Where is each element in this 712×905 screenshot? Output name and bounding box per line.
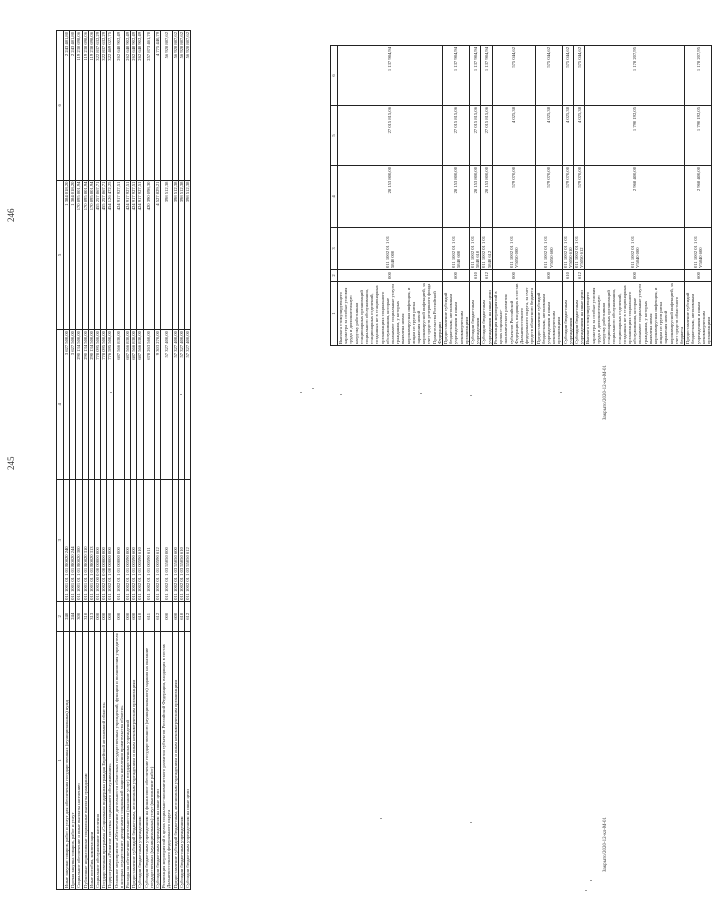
row-approved-amount: 28 153 800,00 (443, 166, 470, 228)
row-classification-code: 011 1002 01 1 01 5840 000 (338, 228, 443, 270)
row-group-code: 610 (178, 601, 184, 631)
row-executed-amount: 1 790 192,05 (585, 106, 685, 166)
header-col-5: 5 (331, 106, 338, 166)
row-executed-amount: 4 025,38 (492, 106, 535, 166)
row-classification-code: 011 1002 01 1 01 V5050 600 (535, 228, 562, 270)
row-executed-amount: 455 257 867,71 (95, 180, 101, 330)
row-approved-amount: 28 153 800,00 (470, 166, 481, 228)
row-remaining-amount: 2 243 481,80 (64, 31, 70, 181)
header-col-1: 1 (57, 631, 64, 889)
table-row (481, 46, 492, 346)
table-row (535, 46, 562, 346)
table-row (443, 46, 470, 346)
row-name: Иные пособия, компенсации (88, 631, 94, 889)
header-col-4: 4 (57, 330, 64, 480)
row-classification-code: 011 1002 01 1 01 00000 000 (113, 479, 124, 601)
row-name: Выплата стимулирующего характера за особые условия труда и дополнительную нагрузку работникам стационарных организаций социального обслуживания, стационарных отделений, созданных не в стационарных организациях социального обслуживания, которые оказывают социальные услуги гражданам, у которых выявлена новая коронавирусная инфекция, и лицам из групп риска заражения новой коронавирусной инфекцией, за счет средств резервного фонда Правительства Российской Федерации (338, 283, 442, 344)
row-remaining-amount: 119 238 698,06 (82, 31, 88, 181)
row-group-code: 000 (113, 601, 124, 631)
row-approved-amount: 28 153 800,00 (338, 166, 443, 228)
budget-table-page-245 (56, 10, 306, 890)
row-group-code: 612 (573, 270, 584, 282)
row-executed-amount: 420 390 098,30 (143, 180, 154, 330)
row-group-code: 244 (70, 601, 76, 631)
row-executed-amount: 170 895 801,94 (88, 180, 94, 330)
row-group-code: 000 (95, 601, 101, 631)
row-approved-amount: 57 327 400,00 (178, 330, 184, 480)
row-group-code: 240 (64, 601, 70, 631)
row-executed-amount: 424 917 927,51 (113, 180, 124, 330)
row-approved-amount: 687 566 830,00 (113, 330, 124, 480)
row-remaining-amount: 322 837 632,29 (101, 31, 107, 181)
row-approved-amount: 57 327 400,00 (185, 330, 191, 480)
footer-note-245: Закрыто/2020-12-кл-М-01 (603, 816, 608, 872)
header-col-1: 1 (331, 282, 338, 346)
row-remaining-amount: 56 928 887,62 (178, 31, 184, 181)
row-executed-amount: 398 512,38 (172, 180, 178, 330)
row-name: Расходы на обеспечение деятельности (оказание услуг) государственных учреждений (125, 631, 131, 889)
row-executed-amount: 27 015 815,06 (338, 106, 443, 166)
row-group-code: 000 (338, 270, 443, 282)
table-row (573, 46, 584, 346)
row-name: Предоставление субсидий бюджетным, автономным учреждениям и иным некоммерческим организациям (172, 631, 178, 889)
row-group-code: 612 (185, 601, 191, 631)
row-classification-code: 011 1001 01 1 01 R0820 300 (76, 479, 82, 601)
row-executed-amount: 1 790 192,05 (685, 106, 712, 166)
row-classification-code: 011 1002 01 1 01 5840 610 (470, 228, 481, 270)
table-row (685, 46, 712, 346)
row-name: Выплата стимулирующего характера за особые условия труда и дополнительную нагрузку работникам стационарных организаций социального обслуживания, стационарных отделений, созданных не в стационарных организациях социального обслуживания, которые оказывают социальные услуги гражданам, у которых выявлена новая коронавирусная инфекция, и лицам из групп риска заражения новой коронавирусной инфекцией, за счет средств областного бюджета (585, 283, 684, 344)
header-col-6: 6 (331, 46, 338, 106)
row-group-code: 600 (443, 270, 470, 282)
row-executed-amount: 27 015 815,06 (443, 106, 470, 166)
row-remaining-amount: 2 243 481,80 (70, 31, 76, 181)
row-remaining-amount: 257 873 461,70 (143, 31, 154, 181)
row-group-code: 300 (76, 601, 82, 631)
row-approved-amount: 687 566 830,00 (131, 330, 137, 480)
row-approved-amount: 3 627 500,00 (64, 330, 70, 480)
row-classification-code: 011 1002 01 1 01 5840 612 (481, 228, 492, 270)
row-group-code: 000 (492, 270, 535, 282)
row-classification-code: 011 1001 01 1 01 R0820 244 (70, 479, 76, 601)
row-approved-amount: 290 134 500,00 (76, 330, 82, 480)
row-executed-amount: 398 512,38 (178, 180, 184, 330)
row-executed-amount: 4 025,38 (573, 106, 584, 166)
row-classification-code: 011 1002 01 1 01 V5840 600 (685, 228, 712, 270)
row-remaining-amount: 119 238 698,06 (88, 31, 94, 181)
row-classification-code: 011 1002 01 1 01 00590 610 (137, 479, 143, 601)
row-group-code: 600 (172, 601, 178, 631)
row-approved-amount: 2 968 400,00 (685, 166, 712, 228)
row-classification-code: 011 1002 01 1 01 5840 600 (443, 228, 470, 270)
table-row (492, 46, 535, 346)
row-executed-amount: 27 015 815,06 (470, 106, 481, 166)
row-classification-code: 011 1002 01 1 01 V5840 000 (585, 228, 685, 270)
row-group-code: 600 (685, 270, 712, 282)
row-name: Публичные нормативные социальные выплаты гражданам (82, 631, 88, 889)
row-name: Реализация мероприятий в целях социально-экономического развития субъектов Российской Федерации, входящих в состав Дальневосточного федерального округа, за счет средств областного бюджета (492, 282, 535, 346)
row-name: Прочая закупка товаров, работ и услуг (70, 631, 76, 889)
row-group-code: 000 (585, 270, 685, 282)
row-remaining-amount: 119 238 698,06 (76, 31, 82, 181)
row-classification-code: 011 1002 01 1 03 55050 000 (161, 479, 172, 601)
row-remaining-amount: 1 137 984,94 (338, 46, 443, 106)
row-group-code: 600 (535, 270, 562, 282)
row-remaining-amount: 1 137 984,94 (470, 46, 481, 106)
row-remaining-amount: 1 178 207,95 (585, 46, 685, 106)
row-approved-amount: 28 153 800,00 (481, 166, 492, 228)
row-group-code: 610 (137, 601, 143, 631)
row-name: Подпрограмма «Развитие системы социального обслуживания» (107, 631, 113, 889)
row-executed-amount: 4 527 829,21 (155, 180, 161, 330)
row-group-code: 610 (562, 270, 573, 282)
row-executed-amount: 170 895 801,94 (82, 180, 88, 330)
row-name: Реализация мероприятий в целях социально-экономического развития субъектов Российской Федерации, входящих в состав Дальневосточного федерального округа (161, 631, 172, 889)
row-executed-amount: 424 917 927,51 (137, 180, 143, 330)
row-group-code: 000 (125, 601, 131, 631)
row-classification-code: 011 1001 01 1 01 R0820 313 (88, 479, 94, 601)
row-group-code: 612 (481, 270, 492, 282)
row-group-code: 313 (88, 601, 94, 631)
row-classification-code: 011 1002 01 0 00 00000 000 (101, 479, 107, 601)
table-row (113, 31, 124, 890)
table-header-row (57, 31, 64, 890)
row-classification-code: 011 1001 01 1 01 R0820 310 (82, 479, 88, 601)
table-row (161, 31, 172, 890)
row-approved-amount: 290 134 500,00 (88, 330, 94, 480)
row-executed-amount: 398 512,38 (161, 180, 172, 330)
row-name: Иные закупки товаров, работ и услуг для обеспечения государственных (муниципальных) нужд (64, 631, 70, 889)
footer-note-246: Закрыто/2020-12-кл-М-01 (603, 364, 608, 420)
header-col-6: 6 (57, 31, 64, 181)
table-row (143, 31, 154, 890)
row-approved-amount: 57 327 400,00 (161, 330, 172, 480)
row-remaining-amount: 262 648 902,49 (137, 31, 143, 181)
row-remaining-amount: 4 775 440,79 (155, 31, 161, 181)
row-approved-amount: 778 095 500,00 (95, 330, 101, 480)
row-approved-amount: 3 627 500,00 (70, 330, 76, 480)
row-remaining-amount: 56 928 887,62 (172, 31, 178, 181)
row-approved-amount: 579 070,00 (573, 166, 584, 228)
row-group-code: 310 (82, 601, 88, 631)
row-approved-amount: 776 595 500,00 (107, 330, 113, 480)
row-executed-amount: 424 917 927,51 (125, 180, 131, 330)
row-name: Государственная программа «Социальная поддержка граждан Еврейской автономной области» (101, 631, 107, 889)
row-approved-amount: 290 134 500,00 (82, 330, 88, 480)
row-classification-code: 011 1002 01 1 01 V5050 610 (562, 228, 573, 270)
row-executed-amount: 398 512,38 (185, 180, 191, 330)
row-name: Основное мероприятие «Обеспечение деятельности областных государственных учреждений, функции и полномочия учредителя в которых осуществляет департамент социальной защиты населения правительства области» (113, 631, 124, 889)
table-row (470, 46, 481, 346)
row-group-code: 000 (101, 601, 107, 631)
row-approved-amount: 579 070,00 (535, 166, 562, 228)
row-classification-code: 011 1002 01 1 00 00000 000 (107, 479, 113, 601)
row-executed-amount: 170 895 801,94 (76, 180, 82, 330)
row-remaining-amount: 1 178 207,95 (685, 46, 712, 106)
row-name: Предоставление субсидий бюджетным, автономным учреждениям и иным некоммерческим организациям (685, 282, 712, 346)
budget-table-page-246 (330, 46, 712, 346)
row-name: Субсидии бюджетным учреждениям (470, 282, 481, 346)
row-remaining-amount: 575 044,62 (573, 46, 584, 106)
row-executed-amount: 4 025,38 (535, 106, 562, 166)
row-group-code: 600 (131, 601, 137, 631)
row-remaining-amount: 56 928 887,62 (185, 31, 191, 181)
row-group-code: 611 (143, 601, 154, 631)
table-row (585, 46, 685, 346)
row-executed-amount: 27 015 815,06 (481, 106, 492, 166)
row-name: Предоставление субсидий бюджетным, автономным учреждениям и иным некоммерческим организациям (535, 282, 562, 346)
row-classification-code: 011 1002 01 1 01 00590 611 (143, 479, 154, 601)
row-name: Предоставление субсидий бюджетным, автономным учреждениям и иным некоммерческим организациям (131, 631, 137, 889)
row-name: Субсидии бюджетным учреждениям (178, 631, 184, 889)
row-classification-code: 011 1002 01 1 03 55050 610 (178, 479, 184, 601)
header-col-2: 2 (331, 270, 338, 282)
row-classification-code: 011 1002 01 1 01 00590 612 (155, 479, 161, 601)
row-executed-amount: 1 384 018,20 (70, 180, 76, 330)
row-remaining-amount: 262 648 902,49 (125, 31, 131, 181)
row-remaining-amount: 262 648 902,49 (113, 31, 124, 181)
row-classification-code: 011 1002 01 1 03 55050 600 (172, 479, 178, 601)
row-approved-amount: 57 327 400,00 (172, 330, 178, 480)
row-approved-amount: 778 095 500,00 (101, 330, 107, 480)
row-group-code: 000 (107, 601, 113, 631)
row-approved-amount: 687 566 830,00 (137, 330, 143, 480)
row-approved-amount: 678 263 560,00 (143, 330, 154, 480)
table-row (562, 46, 573, 346)
row-approved-amount: 579 070,00 (562, 166, 573, 228)
page-number-245: 245 (6, 456, 16, 470)
header-col-4: 4 (331, 166, 338, 228)
row-approved-amount: 2 968 400,00 (585, 166, 685, 228)
row-name: Субсидии бюджетным учреждениям на иные цели (185, 631, 191, 889)
header-col-5: 5 (57, 180, 64, 330)
table-row (185, 31, 191, 890)
row-remaining-amount: 262 648 902,49 (131, 31, 137, 181)
row-classification-code: 011 1001 01 1 01 R0820 240 (64, 479, 70, 601)
row-name: Субсидии бюджетным учреждениям на иные цели (573, 282, 584, 346)
table-row (338, 46, 443, 346)
page-number-246: 246 (6, 208, 16, 222)
row-remaining-amount: 322 837 632,29 (95, 31, 101, 181)
row-approved-amount: 687 566 830,00 (125, 330, 131, 480)
row-name: Субсидии бюджетным учреждениям на иные цели (155, 631, 161, 889)
row-remaining-amount: 1 137 984,94 (443, 46, 470, 106)
row-executed-amount: 4 025,38 (562, 106, 573, 166)
row-classification-code: 011 1002 01 1 01 V5050 612 (573, 228, 584, 270)
row-group-code: 000 (161, 601, 172, 631)
row-remaining-amount: 575 044,62 (562, 46, 573, 106)
row-classification-code: 011 1002 01 1 01 00590 600 (131, 479, 137, 601)
row-name: Субсидии бюджетным учреждениям (137, 631, 143, 889)
row-name: Социальное обслуживание населения (95, 631, 101, 889)
row-classification-code: 011 1002 01 1 03 55050 612 (185, 479, 191, 601)
row-name: Субсидии бюджетным учреждениям на иные цели (481, 282, 492, 346)
header-col-2: 2 (57, 601, 64, 631)
row-remaining-amount: 56 928 887,62 (161, 31, 172, 181)
row-name: Социальное обеспечение и иные выплаты населению (76, 631, 82, 889)
row-executed-amount: 455 257 867,71 (101, 180, 107, 330)
row-group-code: 610 (470, 270, 481, 282)
row-name: Субсидии бюджетным учреждениям (562, 282, 573, 346)
row-name: Субсидии бюджетным учреждениям на финансовое обеспечение государственного (муниципального) задания на оказание государственных (муниципальных) услуг (выполнение работ) (143, 631, 154, 889)
table-header-row (331, 46, 338, 346)
row-name: Предоставление субсидий бюджетным, автономным учреждениям и иным некоммерческим организациям (443, 282, 470, 346)
header-col-3: 3 (57, 479, 64, 601)
row-approved-amount: 579 070,00 (492, 166, 535, 228)
row-remaining-amount: 322 469 027,75 (107, 31, 113, 181)
row-executed-amount: 424 917 927,51 (131, 180, 137, 330)
row-executed-amount: 1 384 018,20 (64, 180, 70, 330)
row-remaining-amount: 1 137 984,94 (481, 46, 492, 106)
row-classification-code: 011 1002 00 0 00 00000 000 (95, 479, 101, 601)
row-remaining-amount: 575 044,62 (535, 46, 562, 106)
row-executed-amount: 454 126 472,25 (107, 180, 113, 330)
row-approved-amount: 9 303 270,00 (155, 330, 161, 480)
row-classification-code: 011 1002 01 1 01 00590 000 (125, 479, 131, 601)
header-col-3: 3 (331, 228, 338, 270)
row-classification-code: 011 1002 01 1 01 V5050 000 (492, 228, 535, 270)
row-group-code: 612 (155, 601, 161, 631)
row-remaining-amount: 575 044,62 (492, 46, 535, 106)
